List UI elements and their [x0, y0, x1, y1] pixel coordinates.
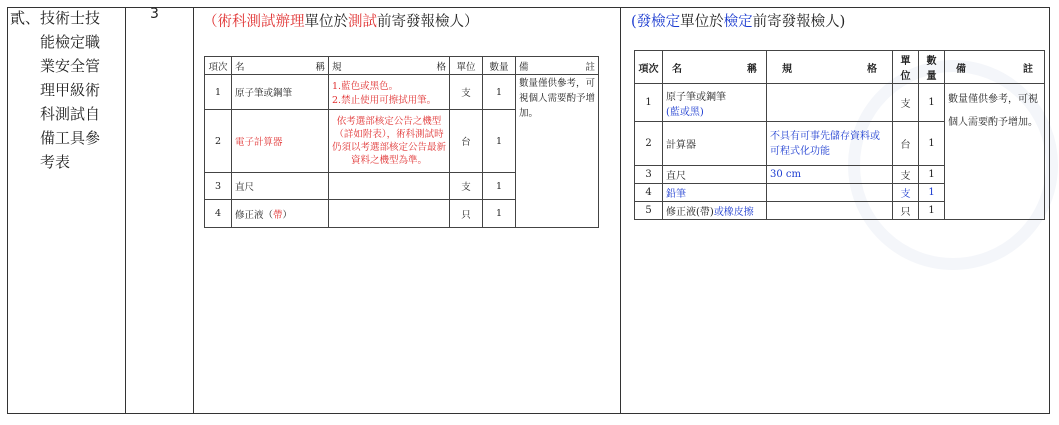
- table-row: 5 修正液(帶)或橡皮擦 只 1: [635, 202, 1045, 220]
- section-title-line: 業安全管: [40, 57, 101, 75]
- header-name: 名 稱: [232, 57, 329, 75]
- table-row: 4 修正液（帶） 只 1: [205, 200, 599, 228]
- title-part: 前寄發報檢人): [752, 14, 846, 30]
- table-header-row: [205, 57, 599, 75]
- title-part: 測試: [348, 14, 377, 30]
- table-row: 3 直尺 支 1: [205, 173, 599, 200]
- column-divider: [620, 8, 621, 413]
- section-title-line: 能檢定職: [40, 33, 101, 51]
- section-title-line: 備工具參: [40, 129, 101, 147]
- header-unit: 單位: [450, 57, 483, 75]
- section-title-line: 科測試自: [40, 105, 101, 123]
- right-table-title: [631, 10, 845, 31]
- section-title-line: 貳、技術士技: [10, 9, 101, 27]
- title-part: (: [631, 14, 637, 30]
- header-note: 備 註: [516, 57, 599, 75]
- title-part: 發檢定: [636, 14, 681, 30]
- left-tools-table: [204, 56, 599, 228]
- header-qty: 數量: [483, 57, 516, 75]
- title-part: （: [203, 14, 218, 30]
- table-row: 1 原子筆或鋼筆 (藍或黑) 支 1 數量僅供參考，可視個人需要酌予增加。: [635, 84, 1045, 122]
- section-title: [10, 6, 118, 174]
- header-name: 名 稱: [663, 51, 767, 84]
- column-divider: [125, 8, 126, 413]
- title-part: 術科測試辦理: [217, 14, 305, 30]
- table-row: 2 計算器 不具有可事先儲存資料或可程式化功能 台 1: [635, 122, 1045, 166]
- title-part: 前寄發報檢人）: [377, 14, 479, 30]
- table-row: 4 鉛筆 支 1: [635, 184, 1045, 202]
- note-cell: 數量僅供參考，可視個人需要酌予增加。: [945, 84, 1045, 220]
- header-item: 項次: [635, 51, 663, 84]
- table-header-row: [635, 51, 1045, 84]
- header-qty: 數量: [919, 51, 945, 84]
- header-note: 備 註: [945, 51, 1045, 84]
- left-table-title: [203, 10, 479, 31]
- header-unit: 單位: [893, 51, 919, 84]
- section-title-line: 考表: [40, 153, 71, 171]
- header-spec: 規 格: [767, 51, 893, 84]
- column-divider: [193, 8, 194, 413]
- section-number: 3: [150, 6, 159, 22]
- table-row: 3 直尺 30 cm 支 1: [635, 166, 1045, 184]
- right-tools-table: [634, 50, 1045, 220]
- header-item: 項次: [205, 57, 232, 75]
- table-row: 1 原子筆或鋼筆 1.藍色或黑色。 2.禁止使用可擦拭用筆。 支 1 數量僅供參考，可視個人需要酌予增加。: [205, 75, 599, 110]
- title-part: 單位於: [304, 14, 348, 30]
- section-title-line: 理甲級術: [40, 81, 101, 99]
- header-spec: 規 格: [329, 57, 450, 75]
- title-part: 單位於: [680, 14, 724, 30]
- note-cell: 數量僅供參考，可視個人需要酌予增加。: [516, 75, 599, 228]
- table-row: 2 電子計算器 依考選部核定公告之機型（詳如附表），術科測試時仍須以考選部核定公告最新資料之機型為準。 台 1: [205, 110, 599, 173]
- title-part: 檢定: [723, 14, 753, 30]
